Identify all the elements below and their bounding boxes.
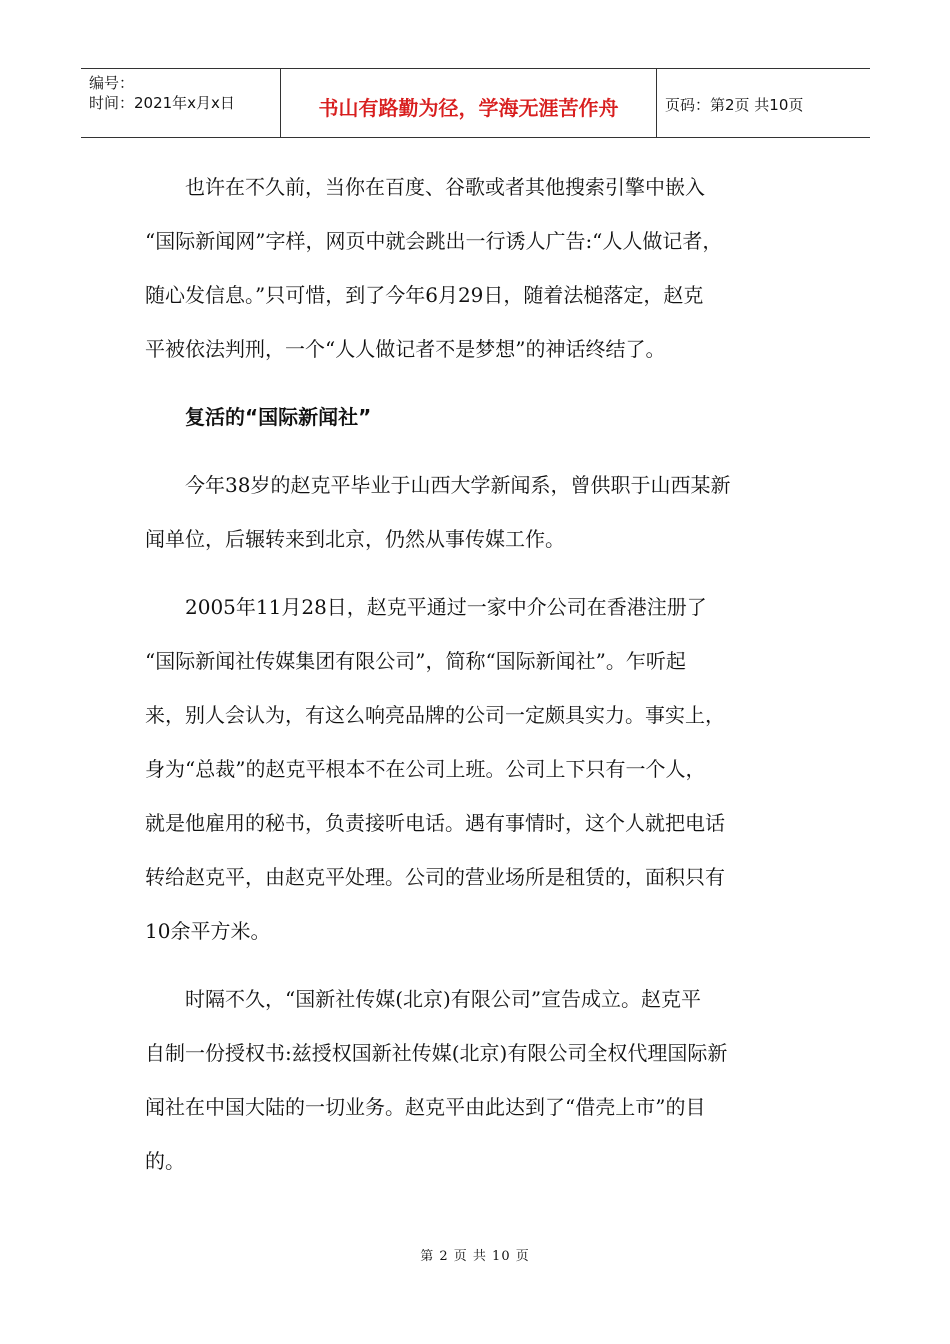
text-line: “国际新闻社传媒集团有限公司”，简称“国际新闻社”。乍听起	[145, 649, 686, 673]
text-line: “国际新闻网”字样，网页中就会跳出一行诱人广告:“人人做记者，	[145, 229, 723, 253]
text-line: 闻单位，后辗转来到北京，仍然从事传媒工作。	[145, 527, 565, 551]
article-body	[145, 160, 815, 1188]
header-meta	[81, 69, 281, 137]
header-page-info: 页码：第2页 共10页	[665, 95, 804, 114]
time-label: 时间：2021年x月x日	[89, 94, 235, 112]
text-line: 自制一份授权书:兹授权国新社传媒(北京)有限公司全权代理国际新	[145, 1041, 728, 1065]
text-line: 来，别人会认为，有这么响亮品牌的公司一定颇具实力。事实上，	[145, 703, 725, 727]
page-header	[81, 68, 870, 138]
header-motto: 书山有路勤为径，学海无涯苦作舟	[281, 69, 657, 137]
serial-label: 编号：	[89, 74, 135, 92]
text-line: 10余平方米。	[145, 919, 271, 943]
text-line: 随心发信息。”只可惜，到了今年6月29日，随着法槌落定，赵克	[145, 283, 704, 307]
paragraph	[145, 972, 815, 1188]
text-line: 闻社在中国大陆的一切业务。赵克平由此达到了“借壳上市”的目	[145, 1095, 706, 1119]
text-line: 今年38岁的赵克平毕业于山西大学新闻系，曾供职于山西某新	[145, 473, 731, 497]
text-line: 就是他雇用的秘书，负责接听电话。遇有事情时，这个人就把电话	[145, 811, 725, 835]
paragraph	[145, 580, 815, 958]
text-line: 转给赵克平，由赵克平处理。公司的营业场所是租赁的，面积只有	[145, 865, 725, 889]
text-line: 平被依法判刑，一个“人人做记者不是梦想”的神话终结了。	[145, 337, 666, 361]
text-line: 也许在不久前，当你在百度、谷歌或者其他搜索引擎中嵌入	[145, 175, 705, 199]
text-line: 2005年11月28日，赵克平通过一家中介公司在香港注册了	[145, 595, 707, 619]
section-heading: 复活的“国际新闻社”	[145, 405, 372, 429]
paragraph	[145, 458, 815, 566]
paragraph	[145, 160, 815, 376]
text-line: 身为“总裁”的赵克平根本不在公司上班。公司上下只有一个人，	[145, 757, 706, 781]
page-footer: 第 2 页 共 10 页	[420, 1249, 530, 1264]
text-line: 的。	[145, 1149, 185, 1173]
text-line: 时隔不久，“国新社传媒(北京)有限公司”宣告成立。赵克平	[145, 987, 702, 1011]
